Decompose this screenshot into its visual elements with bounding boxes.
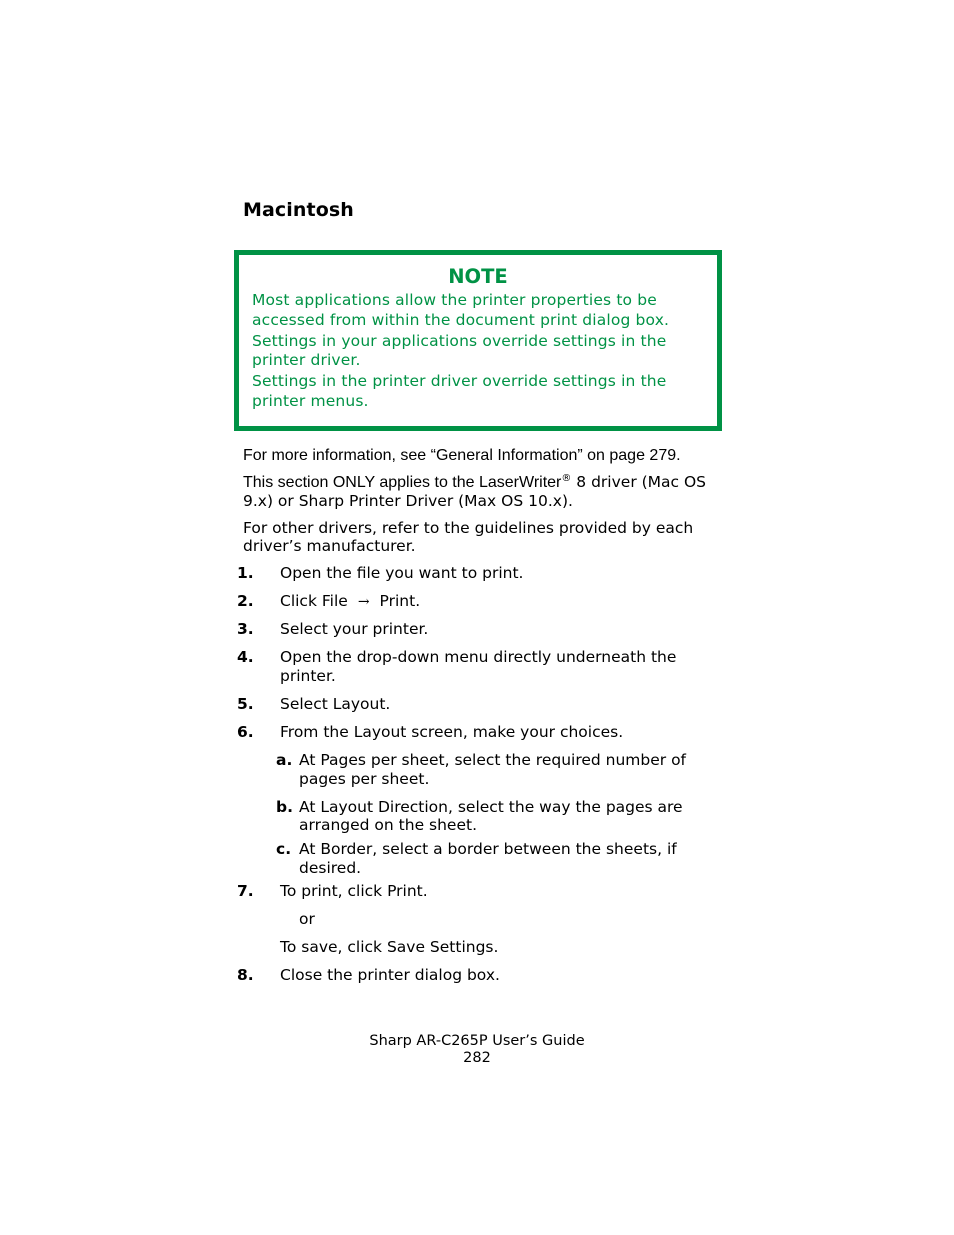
step-text: To print, click Print. <box>280 882 428 900</box>
footer-page-number: 282 <box>463 1050 491 1066</box>
substep-label: c. <box>276 840 292 858</box>
applies-text-line2: 9.x) or Sharp Printer Driver (Max OS 10.x). <box>243 492 573 510</box>
substep-text-line2: desired. <box>299 859 362 877</box>
step-number: 4. <box>237 648 254 666</box>
substep-text-line2: arranged on the sheet. <box>299 816 478 834</box>
step-number: 3. <box>237 620 254 638</box>
step-text-line1: Open the drop-down menu directly underneath the <box>280 648 677 666</box>
more-info-text: For more information, see “General Information” on page 279. <box>243 447 681 464</box>
substep-text-line2: pages per sheet. <box>299 770 430 788</box>
applies-text-part1: This section ONLY applies to the LaserWriter <box>243 474 562 491</box>
substep-label: b. <box>276 798 293 816</box>
step-text: Open the file you want to print. <box>280 564 524 582</box>
step-text: From the Layout screen, make your choices. <box>280 723 624 741</box>
step-number: 6. <box>237 723 254 741</box>
step-text: Close the printer dialog box. <box>280 966 500 984</box>
note-line: Most applications allow the printer properties to be <box>252 291 657 309</box>
footer-guide-title: Sharp AR-C265P User’s Guide <box>369 1033 585 1049</box>
registered-mark: ® <box>561 473 572 484</box>
step-text-line2: printer. <box>280 667 336 685</box>
substep-text-line1: At Pages per sheet, select the required number of <box>299 751 687 769</box>
step-number: 5. <box>237 695 254 713</box>
applies-text-part2: 8 driver (Mac OS <box>571 473 707 491</box>
applies-text-line1 <box>243 473 706 492</box>
step-number: 1. <box>237 564 254 582</box>
note-title: NOTE <box>448 265 508 288</box>
note-line: printer driver. <box>252 351 361 369</box>
step-number: 8. <box>237 966 254 984</box>
note-box <box>234 250 722 431</box>
step-number: 2. <box>237 592 254 610</box>
step-text-pre: Click File <box>280 592 348 610</box>
step-text <box>280 592 420 610</box>
step-alt-text: To save, click Save Settings. <box>280 938 499 956</box>
note-line: Settings in your applications override settings in the <box>252 332 667 350</box>
section-title: Macintosh <box>243 199 354 221</box>
note-line: accessed from within the document print dialog box. <box>252 311 670 329</box>
other-drivers-line2: driver’s manufacturer. <box>243 537 416 555</box>
step-text: Select your printer. <box>280 620 429 638</box>
substep-label: a. <box>276 751 293 769</box>
substep-text-line1: At Layout Direction, select the way the pages are <box>299 798 683 816</box>
step-number: 7. <box>237 882 254 900</box>
step-or-text: or <box>299 910 315 928</box>
step-text: Select Layout. <box>280 695 391 713</box>
other-drivers-line1: For other drivers, refer to the guidelines provided by each <box>243 519 694 537</box>
arrow-right-icon: → <box>357 594 370 610</box>
note-line: Settings in the printer driver override settings in the <box>252 372 667 390</box>
substep-text-line1: At Border, select a border between the sheets, if <box>299 840 677 858</box>
step-text-post: Print. <box>379 592 421 610</box>
note-line: printer menus. <box>252 392 369 410</box>
